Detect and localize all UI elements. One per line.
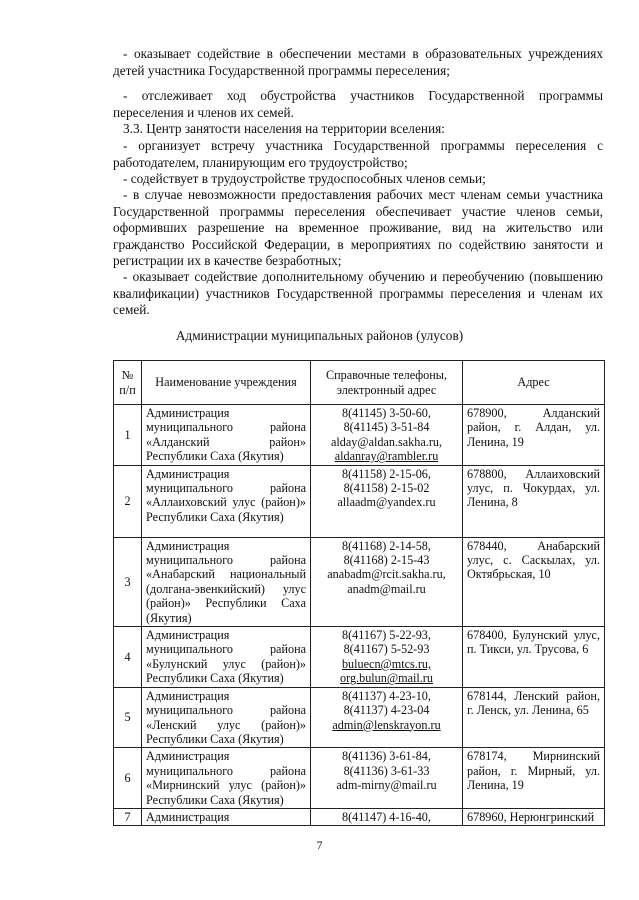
row-contacts	[311, 627, 463, 688]
paragraph: - отслеживает ход обустройства участников Государственной программы переселения и членов их семей.	[113, 88, 603, 120]
row-name: Администрация муниципального района «Ленский улус (район)» Республики Саха (Якутия)	[142, 687, 311, 748]
row-address: 678144, Ленский район, г. Ленск, ул. Ленина, 65	[463, 687, 605, 748]
phone: 8(41145) 3-51-84	[343, 420, 430, 435]
header-address: Адрес	[463, 361, 605, 405]
row-name: Администрация муниципального района «Булунский улус (район)» Республики Саха (Якутия)	[142, 627, 311, 688]
row-address: 678400, Булунский улус, п. Тикси, ул. Трусова, 6	[463, 627, 605, 688]
row-contacts	[311, 405, 463, 466]
paragraph: - содействует в трудоустройстве трудоспособных членов семьи;	[123, 171, 486, 186]
phone: 8(41136) 3-61-84,	[342, 749, 431, 764]
header-name: Наименование учреждения	[142, 361, 311, 405]
phone: 8(41136) 3-61-33	[343, 763, 430, 778]
table-row	[114, 748, 605, 809]
email-link[interactable]: anabadm@rcit.sakha.ru,	[327, 567, 446, 582]
email-link[interactable]: admin@lenskrayon.ru	[332, 717, 441, 732]
row-name: Администрация муниципального района «Анабарский национальный (долгана-эвенкийский) улус (район)» Республики Саха (Якутия)	[142, 537, 311, 626]
header-num: № п/п	[114, 361, 142, 405]
row-contacts	[311, 687, 463, 748]
row-address: 678960, Нерюнгринский	[463, 808, 605, 825]
paragraph: - в случае невозможности предоставления рабочих мест членам семьи участника Государственной программы переселения обеспечивает участие членов семьи, оформивших разрешение на временное проживание, вид на жительство или гражданство Российской Федерации, в мероприятиях по содействию занятости и регистрации их в качестве безработных;	[113, 187, 603, 269]
row-num: 3	[114, 537, 142, 626]
page-number: 7	[316, 838, 323, 852]
table-row	[114, 537, 605, 626]
row-name: Администрация	[142, 808, 311, 825]
row-address: 678800, Аллаиховский улус, п. Чокурдах, ул. Ленина, 8	[463, 465, 605, 537]
paragraph: - оказывает содействие дополнительному обучению и переобучению (повышению квалификации) участников Государственной программы переселения и членам их семей.	[113, 269, 603, 318]
table-row	[114, 627, 605, 688]
row-name: Администрация муниципального района «Алданский район» Республики Саха (Якутия)	[142, 405, 311, 466]
email-link[interactable]: anadm@mail.ru	[347, 581, 426, 596]
email-link[interactable]: adm-mirny@mail.ru	[336, 778, 437, 793]
email-link[interactable]: buluecn@mtcs.ru,	[341, 656, 432, 671]
table-header-row	[114, 361, 605, 405]
phone: 8(41167) 5-22-93,	[342, 628, 431, 643]
row-address: 678174, Мирнинский район, г. Мирный, ул. Ленина, 19	[463, 748, 605, 809]
row-contacts	[311, 465, 463, 537]
row-num: 2	[114, 465, 142, 537]
phone: 8(41145) 3-50-60,	[342, 406, 431, 420]
row-name: Администрация муниципального района «Аллаиховский улус (район)» Республики Саха (Якутия)	[142, 465, 311, 537]
email-link[interactable]: org.bulun@mail.ru	[340, 671, 433, 686]
paragraph: - организует встречу участника Государственной программы переселения с работодателем, планирующим его трудоустройство;	[113, 138, 603, 170]
row-contacts	[311, 748, 463, 809]
phone: 8(41168) 2-14-58,	[342, 538, 431, 553]
table-row	[114, 465, 605, 537]
row-address: 678900, Алданский район, г. Алдан, ул. Ленина, 19	[463, 405, 605, 466]
row-name: Администрация муниципального района «Мирнинский улус (район)» Республики Саха (Якутия)	[142, 748, 311, 809]
table-title: Администрации муниципальных районов (улусов)	[175, 328, 464, 343]
email-link[interactable]: allaadm@yandex.ru	[337, 495, 436, 510]
email-link[interactable]: aldanray@rambler.ru	[334, 449, 439, 464]
header-phones: Справочные телефоны, электронный адрес	[311, 361, 463, 405]
row-num: 1	[114, 405, 142, 466]
row-num: 6	[114, 748, 142, 809]
phone: 8(41137) 4-23-04	[343, 703, 430, 718]
phone: 8(41167) 5-52-93	[343, 642, 430, 657]
row-contacts	[311, 537, 463, 626]
phone: 8(41147) 4-16-40,	[342, 809, 431, 824]
table-row	[114, 808, 605, 825]
phone: 8(41168) 2-15-43	[343, 553, 430, 568]
phone: 8(41158) 2-15-06,	[342, 466, 431, 481]
email-link[interactable]: alday@aldan.sakha.ru,	[330, 434, 443, 449]
row-contacts	[311, 808, 463, 825]
admin-table	[113, 360, 605, 826]
section-heading: 3.3. Центр занятости населения на территории вселения:	[123, 121, 445, 136]
phone: 8(41137) 4-23-10,	[342, 688, 431, 703]
row-num: 7	[114, 808, 142, 825]
table-row	[114, 687, 605, 748]
paragraph: - оказывает содействие в обеспечении местами в образовательных учреждениях детей участника Государственной программы переселения;	[113, 46, 603, 78]
row-num: 4	[114, 627, 142, 688]
table-row	[114, 405, 605, 466]
row-address: 678440, Анабарский улус, с. Саскылах, ул. Октябрьская, 10	[463, 537, 605, 626]
phone: 8(41158) 2-15-02	[343, 481, 430, 496]
row-num: 5	[114, 687, 142, 748]
